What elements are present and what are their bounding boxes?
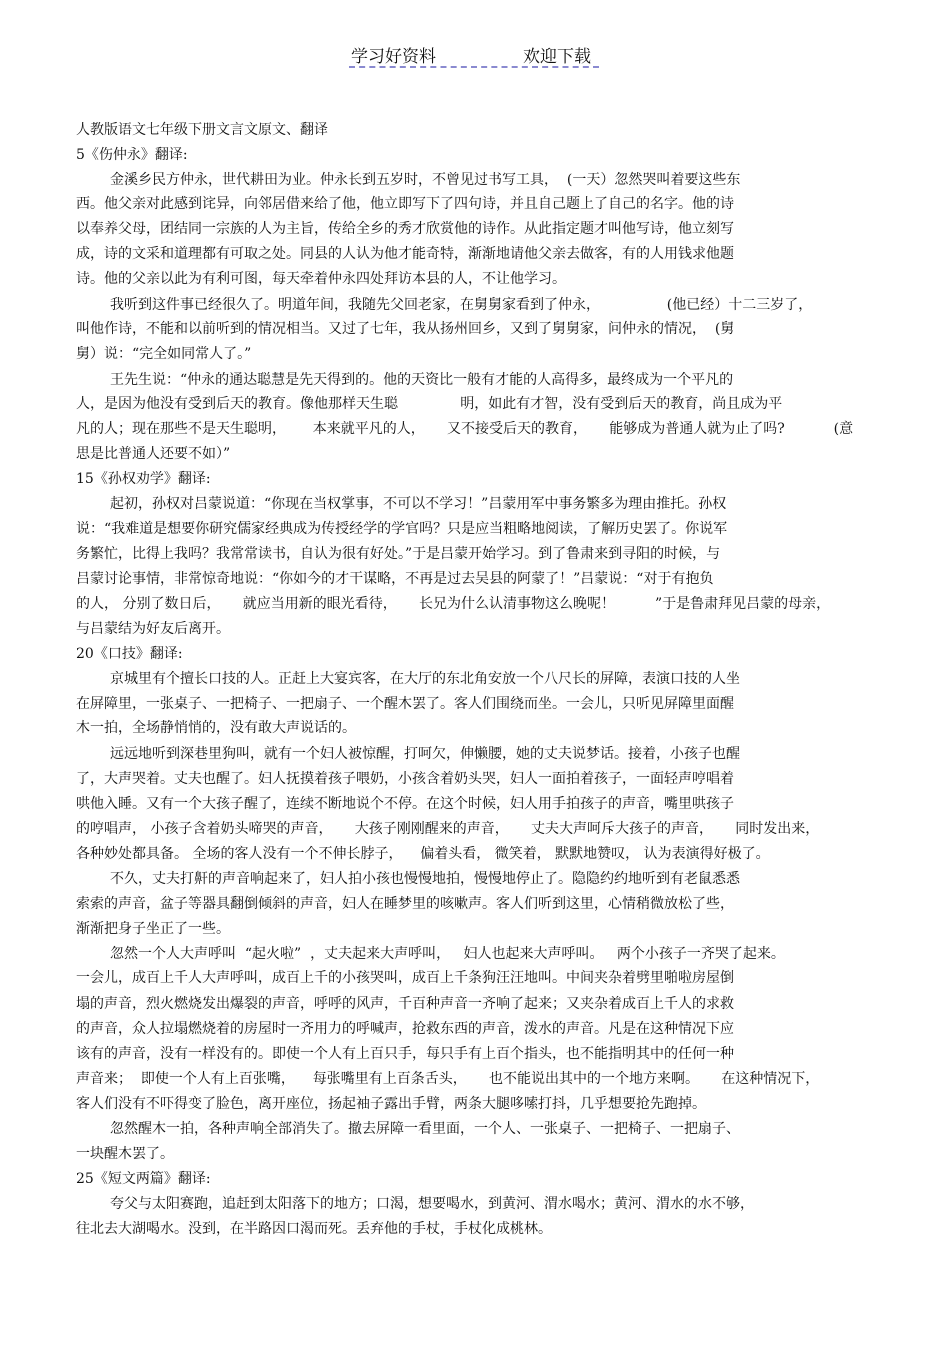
section-heading: 5《伤仲永》翻译: xyxy=(76,147,188,163)
text-line: 在屏障里，一张桌子、一把椅子、一把扇子、一个醒木罢了。客人们围绕而坐。一会儿，只听见屏障里面醒 xyxy=(76,696,734,712)
text-line: 远远地听到深巷里狗叫，就有一个妇人被惊醒，打呵欠，伸懒腰，她的丈夫说梦话。接着，小孩子也醒 xyxy=(110,746,740,762)
text-line: 王先生说：“仲永的通达聪慧是先天得到的。他的天资比一般有才能的人高得多，最终成为一个平凡的 xyxy=(110,372,734,388)
text-line: 客人们没有不吓得变了脸色，离开座位，扬起袖子露出手臂，两条大腿哆嗦打抖，几乎想要抢先跑掉。 xyxy=(76,1096,706,1112)
text-line: 说：“我难道是想要你研究儒家经典成为传授经学的学官吗？只是应当粗略地阅读，了解历史罢了。你说军 xyxy=(76,521,728,537)
text-line: 的人， 分别了数日后， 就应当用新的眼光看待， 长兄为什么认清事物这么晚呢！ ”于是鲁肃拜见吕蒙的母亲， xyxy=(76,596,831,612)
text-line: 渐渐把身子坐正了一些。 xyxy=(76,921,230,937)
text-line: 凡的人；现在那些不是天生聪明， 本来就平凡的人， 又不接受后天的教育， 能够成为普通人就为止了吗? (意 xyxy=(76,421,854,437)
text-line: 思是比普通人还要不如）” xyxy=(76,446,231,462)
text-line: 哄他入睡。又有一个大孩子醒了，连续不断地说个不停。在这个时候，妇人用手拍孩子的声音，嘴里哄孩子 xyxy=(76,796,734,812)
text-line: 塌的声音，烈火燃烧发出爆裂的声音，呼呼的风声，千百种声音一齐响了起来；又夹杂着成百上千人的求救 xyxy=(76,996,734,1012)
text-line: 声音来； 即使一个人有上百张嘴， 每张嘴里有上百条舌头， 也不能说出其中的一个地方来啊。 在这种情况下， xyxy=(76,1071,820,1087)
text-line: 务繁忙，比得上我吗？我常常读书，自认为很有好处。”于是吕蒙开始学习。到了鲁肃来到寻阳的时候，与 xyxy=(76,546,721,562)
document-title: 人教版语文七年级下册文言文原文、翻译 xyxy=(76,122,328,138)
text-line: 人，是因为他没有受到后天的教育。像他那样天生聪 明，如此有才智，没有受到后天的教育，尚且成为平 xyxy=(76,396,783,412)
text-line: 以奉养父母，团结同一宗族的人为主旨，传给全乡的秀才欣赏他的诗作。从此指定题才叫他写诗，他立刻写 xyxy=(76,221,734,237)
text-line: 夸父与太阳赛跑，追赶到太阳落下的地方；口渴，想要喝水，到黄河、渭水喝水；黄河、渭水的水不够， xyxy=(110,1196,754,1212)
text-line: 我听到这件事已经很久了。明道年间，我随先父回老家，在舅舅家看到了仲永， (他已经）十二三岁了， xyxy=(110,297,813,313)
text-line: 忽然醒木一拍，各种声响全部消失了。撤去屏障一看里面，一个人、一张桌子、一把椅子、一把扇子、 xyxy=(110,1121,740,1137)
text-line: 各种妙处都具备。 全场的客人没有一个不伸长脖子， 偏着头看， 微笑着， 默默地赞叹， 认为表演得好极了。 xyxy=(76,846,770,862)
page-header xyxy=(349,40,599,68)
text-line: 成，诗的文采和道理都有可取之处。同县的人认为他才能奇特，渐渐地请他父亲去做客，有的人用钱求他题 xyxy=(76,246,734,262)
text-line: 不久，丈夫打鼾的声音响起来了，妇人拍小孩也慢慢地拍，慢慢地停止了。隐隐约约地听到有老鼠悉悉 xyxy=(110,871,740,887)
text-line: 木一拍，全场静悄悄的，没有敢大声说话的。 xyxy=(76,720,356,736)
text-line: 吕蒙讨论事情，非常惊奇地说：“你如今的才干谋略，不再是过去吴县的阿蒙了！”吕蒙说：“对于有抱负 xyxy=(76,571,714,587)
text-line: 舅）说：“完全如同常人了。” xyxy=(76,346,252,362)
text-line: 一块醒木罢了。 xyxy=(76,1146,174,1162)
text-line: 往北去大湖喝水。没到，在半路因口渴而死。丢弃他的手杖，手杖化成桃林。 xyxy=(76,1221,552,1237)
text-line: 了，大声哭着。丈夫也醒了。妇人抚摸着孩子喂奶，小孩含着奶头哭，妇人一面拍着孩子，一面轻声哼唱着 xyxy=(76,771,734,787)
header-right-text: 欢迎下载 xyxy=(523,47,591,67)
text-line: 索索的声音，盆子等器具翻倒倾斜的声音，妇人在睡梦里的咳嗽声。客人们听到这里，心情稍微放松了些， xyxy=(76,896,734,912)
text-line: 忽然一个人大声呼叫 “起火啦” ，丈夫起来大声呼叫， 妇人也起来大声呼叫。 两个小孩子一齐哭了起来。 xyxy=(110,946,785,962)
text-line: 与吕蒙结为好友后离开。 xyxy=(76,621,230,637)
text-line: 该有的声音，没有一样没有的。即使一个人有上百只手，每只手有上百个指头，也不能指明其中的任何一种 xyxy=(76,1046,734,1062)
section-heading: 25《短文两篇》翻译: xyxy=(76,1171,211,1187)
text-line: 金溪乡民方仲永，世代耕田为业。仲永长到五岁时，不曾见过书写工具， (一天）忽然哭叫着要这些东 xyxy=(110,172,741,188)
text-line: 叫他作诗，不能和以前听到的情况相当。又过了七年，我从扬州回乡，又到了舅舅家，问仲永的情况， (舅 xyxy=(76,321,735,337)
text-line: 一会儿，成百上千人大声呼叫，成百上千的小孩哭叫，成百上千条狗汪汪地叫。中间夹杂着劈里啪啦房屋倒 xyxy=(76,970,734,986)
text-line: 的哼唱声， 小孩子含着奶头啼哭的声音， 大孩子刚刚醒来的声音， 丈夫大声呵斥大孩子的声音， 同时发出来， xyxy=(76,821,820,837)
text-line: 京城里有个擅长口技的人。正赶上大宴宾客，在大厅的东北角安放一个八尺长的屏障，表演口技的人坐 xyxy=(110,671,740,687)
text-line: 西。他父亲对此感到诧异，向邻居借来给了他，他立即写下了四句诗，并且自己题上了自己的名字。他的诗 xyxy=(76,196,734,212)
text-line: 诗。他的父亲以此为有利可图，每天牵着仲永四处拜访本县的人，不让他学习。 xyxy=(76,271,566,287)
header-left-text: 学习好资料 xyxy=(351,47,436,67)
section-heading: 20《口技》翻译: xyxy=(76,646,183,662)
text-line: 的声音，众人拉塌燃烧着的房屋时一齐用力的呼喊声，抢救东西的声音，泼水的声音。凡是在这种情况下应 xyxy=(76,1021,734,1037)
text-line: 起初，孙权对吕蒙说道：“你现在当权掌事，不可以不学习！”吕蒙用军中事务繁多为理由推托。孙权 xyxy=(110,496,727,512)
section-heading: 15《孙权劝学》翻译: xyxy=(76,471,211,487)
